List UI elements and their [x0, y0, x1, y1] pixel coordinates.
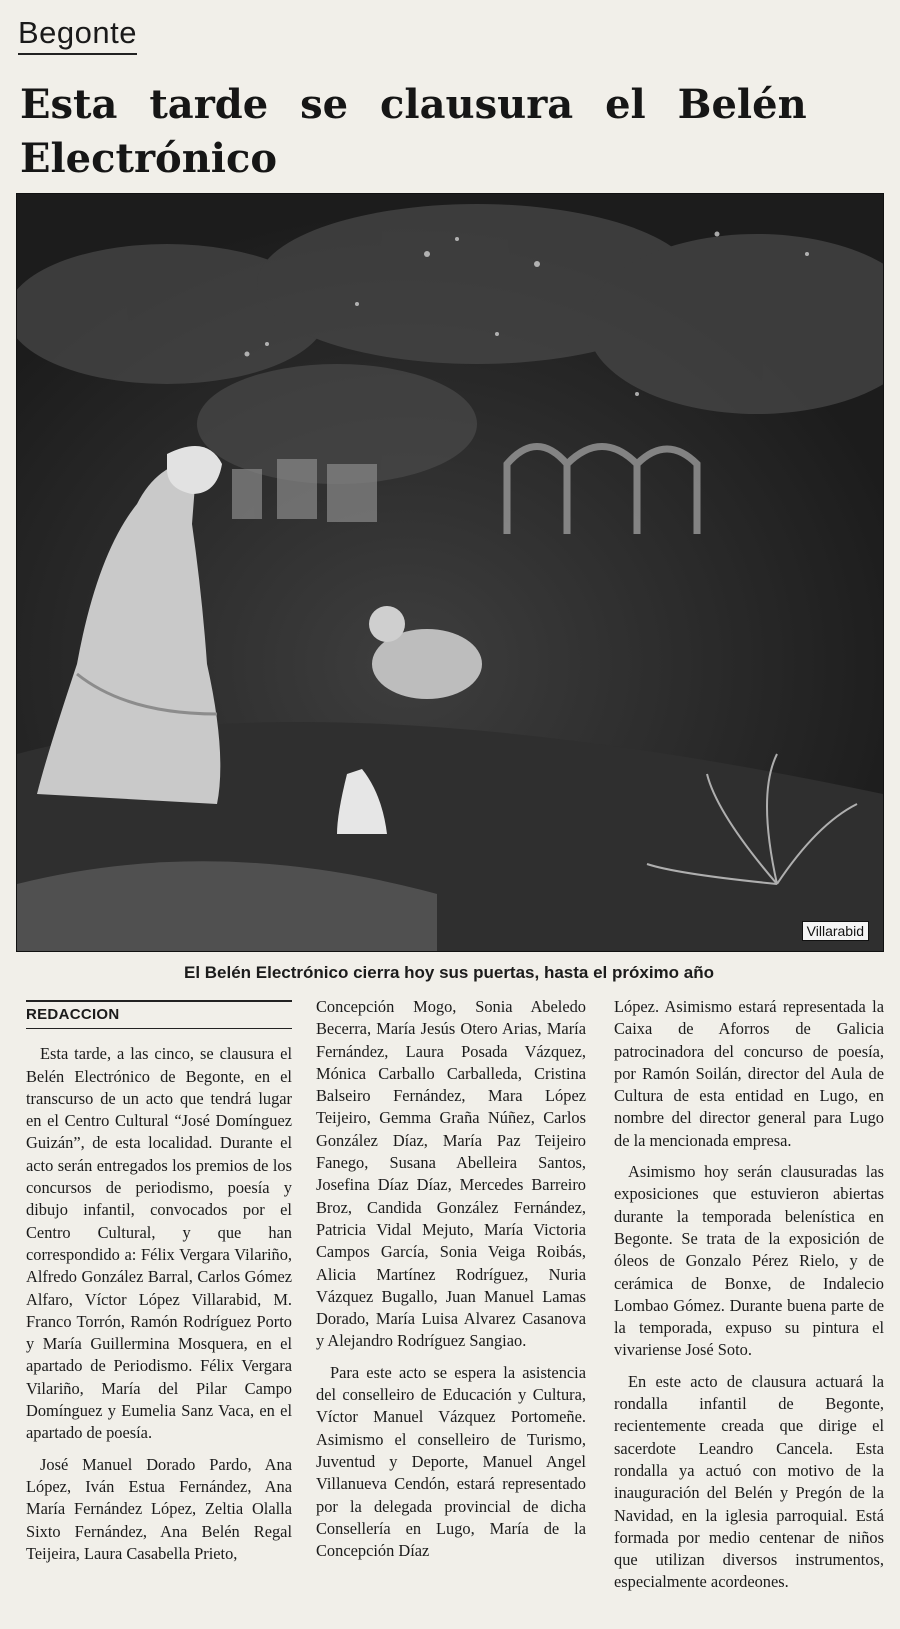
article-column-3 [614, 996, 884, 1603]
article-column-1 [26, 1000, 292, 1574]
paragraph: Esta tarde, a las cinco, se clausura el Belén Electrónico de Begonte, en el transcurso de un acto que tendrá lugar en el Centro Cultural “José Domínguez Guizán”, de esta localidad. Durante el acto serán entregados los premios de los concursos de periodismo, poesía y dibujo infantil, convocados por el Centro Cultural, y que han correspondido a: Félix Vergara Vilariño, Alfredo González Barral, Carlos Gómez Alfaro, Víctor López Villarabid, M. Franco Torrón, Ramón Rodríguez Porto y María Guillermina Mosquera, en el apartado de Periodismo. Félix Vergara Vilariño, María del Pilar Campo Domínguez y Eumelia Sanz Vaca, en el apartado de poesía. [26, 1044, 292, 1443]
byline: REDACCION [26, 1000, 292, 1029]
paragraph: Asimismo hoy serán clausuradas las exposiciones que estuvieron abiertas durante la temporada belenística en Begonte. Se trata de la exposición de óleos de Gonzalo Pérez Rielo, y de cerámica de Bonxe, de Indalecio Lombao Gómez. Durante buena parte de la temporada, expuso su pintura el vivariense José Soto. [614, 1162, 884, 1360]
nativity-scene-image [17, 194, 883, 951]
headline: Esta tarde se clausura el Belén Electrónico [20, 81, 807, 182]
photo-credit: Villarabid [802, 921, 869, 941]
news-photo [16, 193, 884, 952]
paragraph: López. Asimismo estará representada la Caixa de Aforros de Galicia patrocinadora del concurso de poesía, por Ramón Soilán, director del Aula de Cultura de esta entidad en Lugo, en nombre del director general para Lugo de la mencionada empresa. [614, 997, 884, 1150]
page-bottom-edge [0, 1605, 900, 1629]
paragraph: Concepción Mogo, Sonia Abeledo Becerra, María Jesús Otero Arias, María Fernández, Laura Posada Vázquez, Mónica Carballo Carballeda, Cristina Balseiro Fernández, Mara López Teijeiro, Gemma Graña Núñez, Carlos González Díaz, María Paz Teijeiro Fanego, Susana Abelleira Santos, Josefina Díaz Díaz, Mercedes Barreiro Broz, Candida González Fernández, Patricia Vidal Mejuto, María Victoria Campos García, Sonia Veiga Roibás, Alicia Martínez Rodríguez, Nuria Vázquez Bugallo, Juan Manuel Lamas Dorado, María Luisa Alvarez Casanova y Alejandro Rodríguez Sangiao. [316, 997, 586, 1351]
paragraph: En este acto de clausura actuará la rondalla infantil de Begonte, recientemente creada que dirige el sacerdote Leandro Cancela. Esta rondalla ya actuó con motivo de la inauguración del Belén y Pregón de la Navidad, en la iglesia parroquial. Está formada por medio centenar de niños que utilizan diversos instrumentos, especialmente acordeones. [614, 1371, 884, 1592]
section-label: Begonte [18, 14, 137, 55]
paragraph: José Manuel Dorado Pardo, Ana López, Iván Estua Fernández, Ana María Fernández López, Zeltia Olalla Sixto Fernández, Ana Belén Regal Teijeira, Laura Casabella Prieto, [26, 1454, 292, 1563]
paragraph: Para este acto se espera la asistencia del conselleiro de Educación y Cultura, Víctor Manuel Vázquez Portomeñe. Asimismo el conselleiro de Turismo, Juventud y Deporte, Manuel Angel Villanueva Cendón, estará representado por la delegada provincial de dicha Consellería en Lugo, María de la Concepción Díaz [316, 1362, 586, 1561]
photo-caption: El Belén Electrónico cierra hoy sus puertas, hasta el próximo año [183, 963, 714, 982]
article-column-2 [316, 996, 586, 1571]
